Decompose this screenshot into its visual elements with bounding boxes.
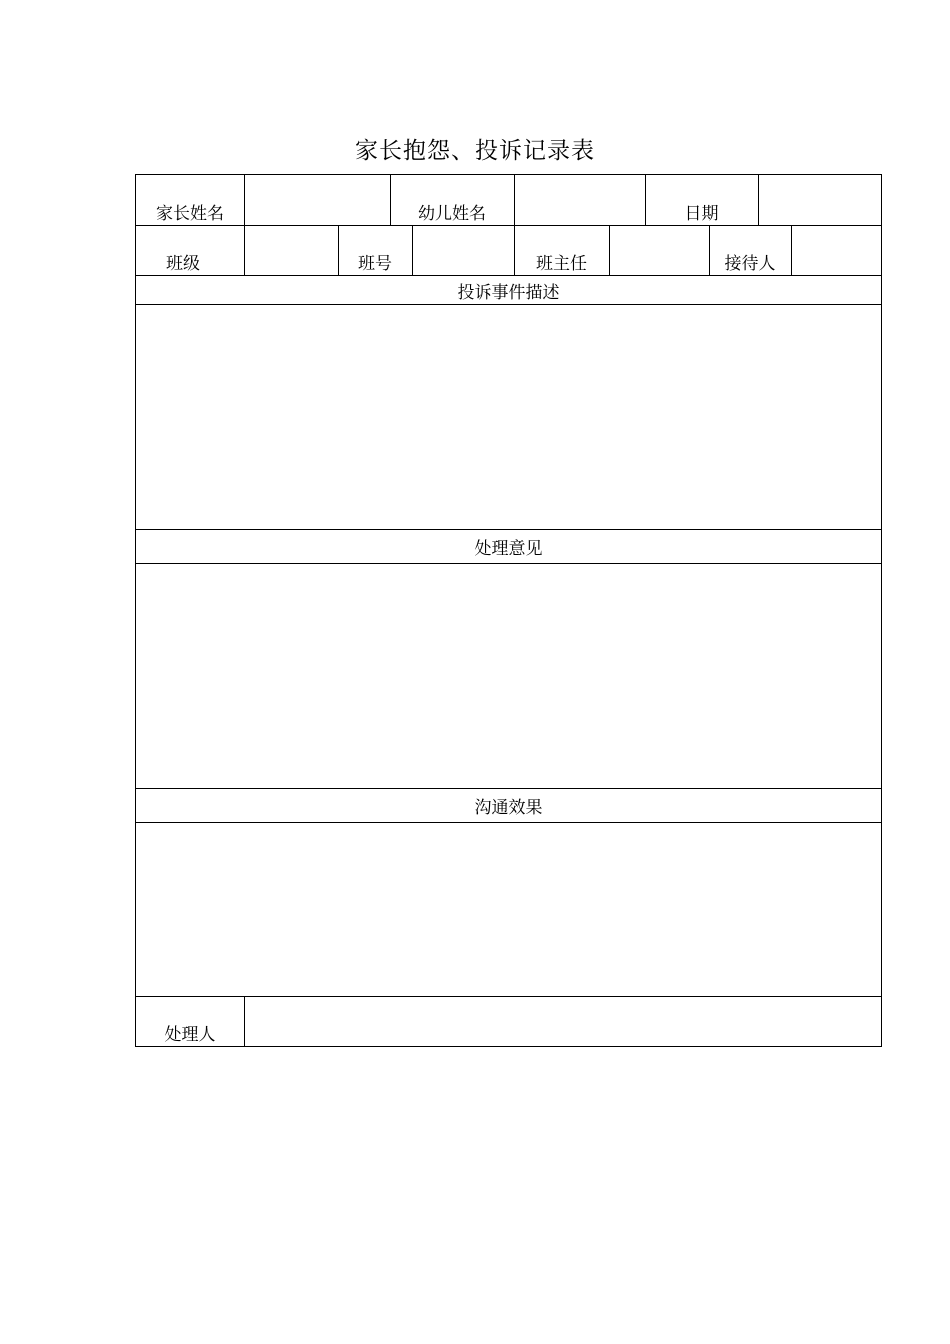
date-field[interactable] [759, 175, 881, 225]
receptionist-label: 接待人 [724, 254, 776, 274]
date-label: 日期 [684, 204, 719, 224]
handling-opinion-heading: 处理意见 [474, 539, 543, 559]
head-teacher-field[interactable] [610, 225, 709, 275]
receptionist-field[interactable] [792, 225, 881, 275]
communication-effect-area[interactable] [136, 823, 881, 996]
child-name-field[interactable] [515, 175, 645, 225]
class-label: 班级 [166, 254, 200, 274]
page-title: 家长抱怨、投诉记录表 [355, 138, 595, 164]
communication-effect-heading: 沟通效果 [474, 798, 543, 818]
handler-field[interactable] [245, 997, 881, 1046]
parent-name-label: 家长姓名 [156, 204, 224, 224]
class-field[interactable] [245, 225, 338, 275]
complaint-record-form [135, 174, 882, 1047]
complaint-description-heading: 投诉事件描述 [457, 282, 560, 303]
parent-name-field[interactable] [245, 175, 390, 225]
head-teacher-label: 班主任 [536, 254, 587, 274]
class-no-label: 班号 [358, 254, 392, 274]
class-no-field[interactable] [413, 225, 514, 275]
child-name-label: 幼儿姓名 [418, 204, 486, 224]
handler-label: 处理人 [164, 1025, 216, 1045]
handling-opinion-area[interactable] [136, 564, 881, 788]
complaint-description-area[interactable] [136, 305, 881, 529]
